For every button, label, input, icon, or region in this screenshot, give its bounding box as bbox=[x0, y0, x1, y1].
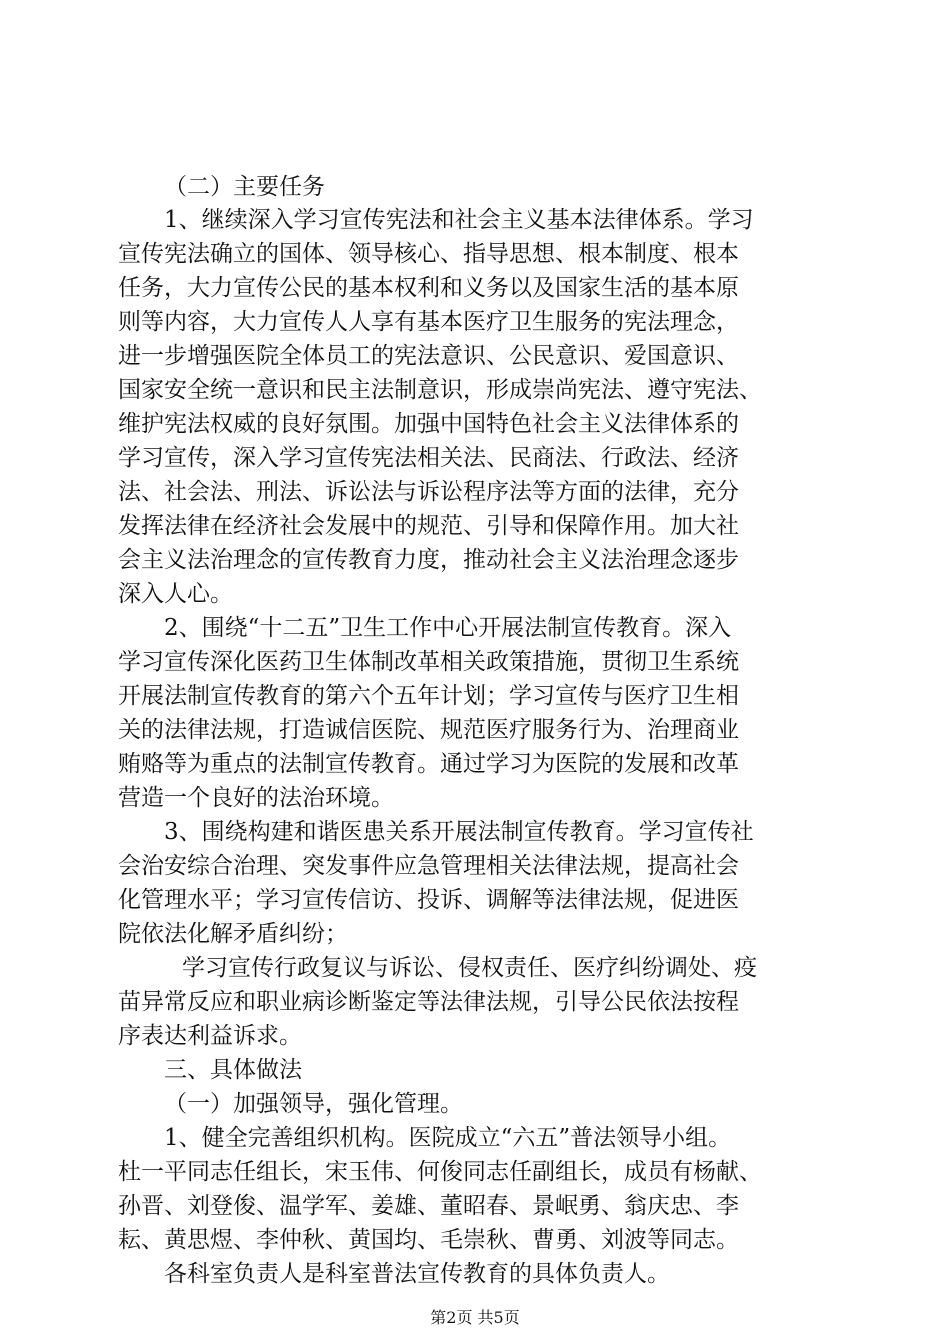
paragraph-line: 2、围绕“十二五”卫生工作中心开展法制宣传教育。深入 bbox=[164, 615, 732, 641]
paragraph-line: 1、健全完善组织机构。医院成立“六五”普法领导小组。 bbox=[164, 1125, 732, 1151]
subsection-heading: （一）加强领导，强化管理。 bbox=[164, 1091, 463, 1117]
paragraph-line: 宣传宪法确立的国体、领导核心、指导思想、根本制度、根本 bbox=[118, 241, 739, 267]
paragraph-line: 开展法制宣传教育的第六个五年计划；学习宣传与医疗卫生相 bbox=[118, 683, 739, 709]
paragraph-line: 院依法化解矛盾纠纷； bbox=[118, 921, 348, 947]
paragraph-line: 序表达利益诉求。 bbox=[118, 1023, 302, 1049]
paragraph-line: 1、继续深入学习宣传宪法和社会主义基本法律体系。学习 bbox=[164, 207, 754, 233]
paragraph-line: 任务，大力宣传公民的基本权利和义务以及国家生活的基本原 bbox=[118, 275, 739, 301]
paragraph-line: 会治安综合治理、突发事件应急管理相关法律法规，提高社会 bbox=[118, 853, 739, 879]
paragraph-line: 学习宣传，深入学习宣传宪法相关法、民商法、行政法、经济 bbox=[118, 445, 739, 471]
paragraph-line: 维护宪法权威的良好氛围。加强中国特色社会主义法律体系的 bbox=[118, 411, 739, 437]
paragraph-line: 则等内容，大力宣传人人享有基本医疗卫生服务的宪法理念， bbox=[118, 309, 739, 335]
paragraph-line: 耘、黄思煜、李仲秋、黄国均、毛崇秋、曹勇、刘波等同志。 bbox=[118, 1227, 739, 1253]
paragraph-line: 化管理水平；学习宣传信访、投诉、调解等法律法规，促进医 bbox=[118, 887, 739, 913]
paragraph-line: 深入人心。 bbox=[118, 581, 233, 607]
paragraph-line: 学习宣传深化医药卫生体制改革相关政策措施，贯彻卫生系统 bbox=[118, 649, 739, 675]
paragraph-line: 学习宣传行政复议与诉讼、侵权责任、医疗纠纷调处、疫 bbox=[182, 955, 757, 981]
paragraph-line: 国家安全统一意识和民主法制意识，形成崇尚宪法、遵守宪法、 bbox=[118, 377, 762, 403]
paragraph-line: 法、社会法、刑法、诉讼法与诉讼程序法等方面的法律，充分 bbox=[118, 479, 739, 505]
paragraph-line: 3、围绕构建和谐医患关系开展法制宣传教育。学习宣传社 bbox=[164, 819, 754, 845]
paragraph-line: 孙晋、刘登俊、温学军、姜雄、董昭春、景岷勇、翁庆忠、李 bbox=[118, 1193, 739, 1219]
paragraph-line: 各科室负责人是科室普法宣传教育的具体负责人。 bbox=[164, 1261, 670, 1287]
paragraph-line: 杜一平同志任组长，宋玉伟、何俊同志任副组长，成员有杨献、 bbox=[118, 1159, 762, 1185]
section-heading-methods: 三、具体做法 bbox=[164, 1057, 302, 1083]
page-number-footer: 第2页 共5页 bbox=[430, 1308, 520, 1327]
paragraph-line: 苗异常反应和职业病诊断鉴定等法律法规，引导公民依法按程 bbox=[118, 989, 739, 1015]
paragraph-line: 关的法律法规，打造诚信医院、规范医疗服务行为、治理商业 bbox=[118, 717, 739, 743]
paragraph-line: 进一步增强医院全体员工的宪法意识、公民意识、爱国意识、 bbox=[118, 343, 739, 369]
paragraph-line: 贿赂等为重点的法制宣传教育。通过学习为医院的发展和改革 bbox=[118, 751, 739, 777]
paragraph-line: 营造一个良好的法治环境。 bbox=[118, 785, 394, 811]
paragraph-line: 会主义法治理念的宣传教育力度，推动社会主义法治理念逐步 bbox=[118, 547, 739, 573]
section-heading-main-tasks: （二）主要任务 bbox=[164, 174, 325, 200]
paragraph-line: 发挥法律在经济社会发展中的规范、引导和保障作用。加大社 bbox=[118, 513, 739, 539]
